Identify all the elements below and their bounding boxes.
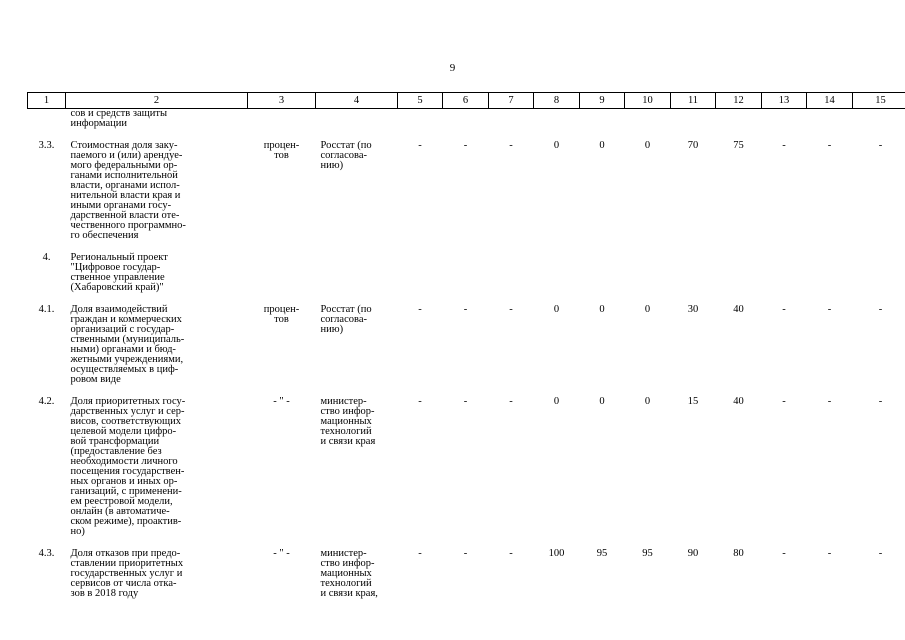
indicator-name: Доля приоритетных госу- дарственных услуг и сер- висов, соответствующих целевой модели цифро- вой трансформации (предоставление без необходимости личного посещения государствен- ных органов и иных ор- ганизаций, с применени- ем реестровой модели, онлайн (в автоматиче- ском режиме), проактив- но) — [70, 396, 186, 537]
indicator-name: Региональный проект "Цифровое государ- ственное управление (Хабаровский край)" — [70, 252, 168, 293]
table-row — [28, 397, 905, 537]
value-cell: - — [782, 396, 786, 407]
value-cell: - — [418, 140, 422, 151]
row-number: 4.3. — [38, 548, 55, 559]
value-cell: 30 — [687, 304, 699, 315]
value-cell: - — [782, 548, 786, 559]
value-cell: - — [878, 396, 883, 407]
value-cell — [534, 253, 580, 293]
value-cell: 40 — [733, 396, 744, 407]
value-cell — [580, 253, 625, 293]
value-cell: 90 — [687, 548, 699, 559]
table-row — [28, 141, 905, 241]
value-cell: 0 — [553, 140, 560, 151]
value-cell: 80 — [733, 548, 744, 559]
column-header: 2 — [66, 93, 248, 109]
value-cell: 0 — [553, 396, 560, 407]
value-cell: 0 — [599, 304, 605, 315]
value-cell — [489, 253, 534, 293]
value-cell — [716, 253, 762, 293]
value-cell — [398, 253, 443, 293]
unit-cell: процен- тов — [263, 140, 300, 161]
value-cell: 70 — [687, 140, 699, 151]
source-cell: Росстат (по согласова- нию) — [320, 304, 372, 335]
value-cell: - — [878, 140, 883, 151]
unit-cell: - " - — [273, 396, 290, 407]
value-cell — [807, 253, 853, 293]
column-header: 8 — [534, 93, 580, 109]
value-cell: 0 — [644, 140, 651, 151]
value-cell: 0 — [644, 304, 651, 315]
indicator-name: Доля отказов при предо- ставлении приоритетных государственных услуг и сервисов от числа отка- зов в 2018 году — [70, 548, 184, 599]
value-cell: - — [878, 304, 883, 315]
value-cell: 0 — [553, 304, 560, 315]
source-cell: министер- ство инфор- мационных технологий и связи края — [320, 396, 376, 447]
column-header: 1 — [28, 93, 66, 109]
row-number: 3.3. — [38, 140, 55, 151]
value-cell — [625, 253, 671, 293]
value-cell: - — [782, 140, 786, 151]
value-cell — [853, 253, 905, 293]
value-cell: 95 — [642, 548, 653, 559]
value-cell: - — [782, 304, 786, 315]
table-row — [28, 305, 905, 385]
table-row — [28, 549, 905, 599]
row-number — [28, 109, 66, 130]
source-cell: Росстат (по согласова- нию) — [320, 140, 372, 171]
value-cell: 95 — [596, 548, 608, 559]
value-cell: - — [418, 548, 422, 559]
column-header: 10 — [625, 93, 671, 109]
column-header: 11 — [671, 93, 716, 109]
value-cell: 0 — [599, 396, 605, 407]
column-header: 3 — [248, 93, 316, 109]
column-header: 15 — [853, 93, 905, 109]
table-row — [28, 253, 905, 293]
value-cell: 15 — [687, 396, 699, 407]
row-number: 4.1. — [38, 304, 55, 315]
column-header: 6 — [443, 93, 489, 109]
value-cell: - — [463, 396, 468, 407]
indicator-name: Доля взаимодействий граждан и коммерческих организаций с государ- ственными (муниципаль- ными) органами и бюд- жетными учреждениями, осуществляемых в циф- ровом виде — [70, 304, 185, 385]
indicator-name: Стоимостная доля заку- паемого и (или) арендуе- мого федеральными ор- ганами исполнительной власти, органами испол- нительной власти края и иными органами госу- дарственной власти оте- чественного программно- го обеспечения — [70, 140, 186, 241]
continuation-row — [28, 109, 905, 130]
row-number: 4.2. — [38, 396, 55, 407]
unit-cell: - " - — [273, 548, 290, 559]
value-cell: - — [878, 548, 883, 559]
source-cell: министер- ство инфор- мационных технологий и связи края, — [320, 548, 378, 599]
column-header: 4 — [316, 93, 398, 109]
row-number: 4. — [42, 252, 51, 263]
column-header: 13 — [762, 93, 807, 109]
value-cell: 0 — [644, 396, 651, 407]
value-cell — [671, 253, 716, 293]
value-cell: - — [463, 140, 468, 151]
value-cell: - — [463, 304, 468, 315]
header-row — [28, 93, 905, 109]
value-cell: - — [509, 140, 513, 151]
value-cell — [443, 253, 489, 293]
indicators-table — [27, 92, 905, 599]
value-cell: - — [827, 304, 832, 315]
unit-cell — [248, 253, 316, 293]
value-cell: 100 — [548, 548, 565, 559]
value-cell: - — [827, 548, 832, 559]
column-header: 12 — [716, 93, 762, 109]
value-cell: - — [463, 548, 468, 559]
value-cell: - — [827, 396, 832, 407]
column-header: 9 — [580, 93, 625, 109]
column-header: 7 — [489, 93, 534, 109]
value-cell: - — [509, 548, 513, 559]
value-cell: 40 — [733, 304, 744, 315]
page-number: 9 — [449, 62, 456, 74]
column-header: 14 — [807, 93, 853, 109]
value-cell: - — [827, 140, 832, 151]
value-cell: 0 — [599, 140, 605, 151]
value-cell — [762, 253, 807, 293]
value-cell: - — [418, 396, 422, 407]
value-cell: 75 — [733, 140, 744, 151]
value-cell: - — [509, 304, 513, 315]
source-cell — [316, 253, 398, 293]
value-cell: - — [509, 396, 513, 407]
column-header: 5 — [398, 93, 443, 109]
unit-cell: процен- тов — [263, 304, 300, 325]
indicator-name: сов и средств защиты информации — [70, 108, 167, 129]
value-cell: - — [418, 304, 422, 315]
